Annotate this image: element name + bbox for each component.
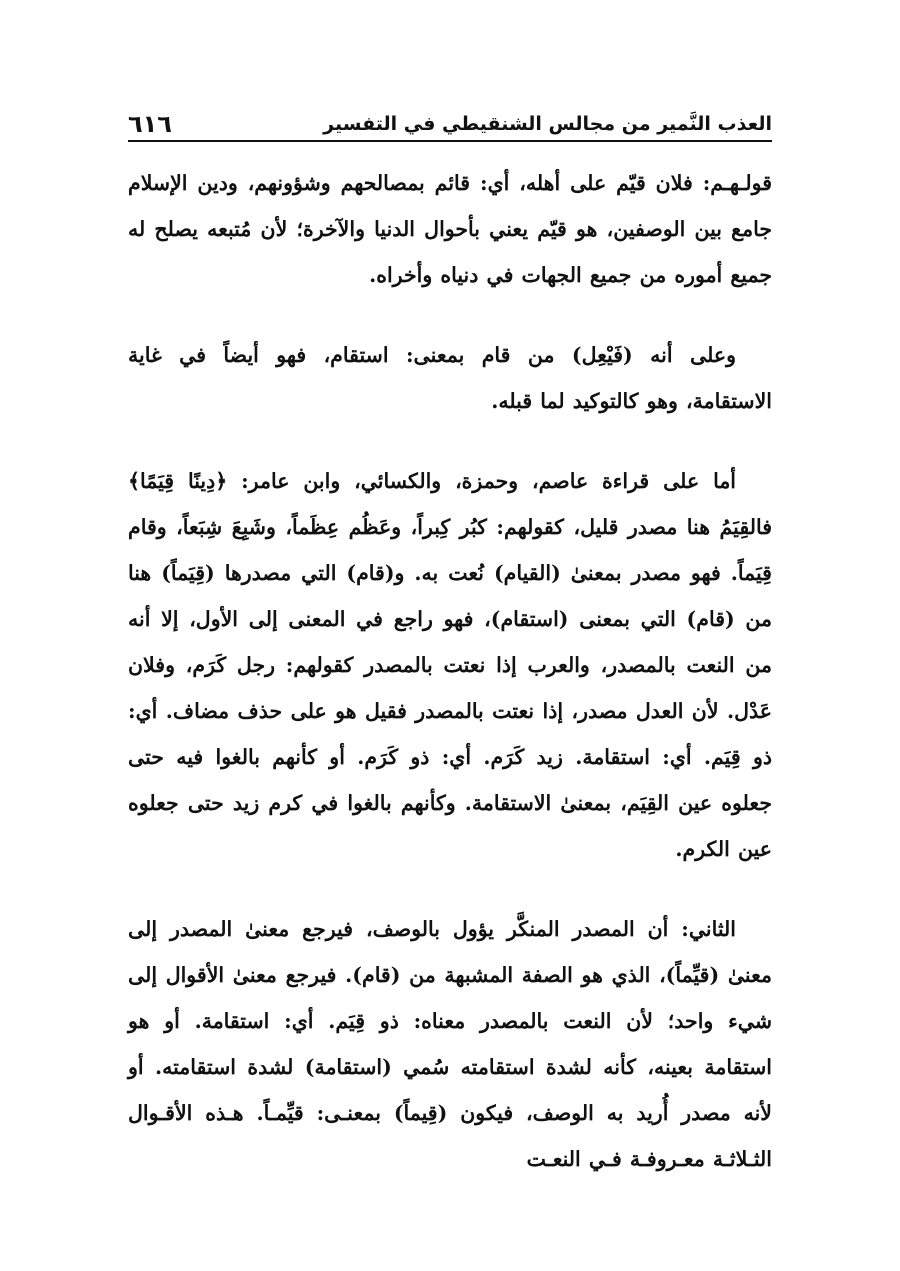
header-divider: [128, 140, 772, 142]
paragraph-1: قولـهـم: فلان قيّم على أهله، أي: قائم بمصالحهم وشؤونهم، ودين الإسلام جامع بين الوصفين، هو قيّم يعني بأحوال الدنيا والآخرة؛ لأن مُتبعه يصلح له جميع أموره من جميع الجهات في دنياه وأخراه.: [128, 171, 772, 287]
body-text: [128, 160, 772, 1216]
page-number: ٦١٦: [128, 110, 172, 138]
paragraph-4: الثاني: أن المصدر المنكَّر يؤول بالوصف، فيرجع معنىٰ المصدر إلى معنىٰ (قيِّماً)، الذي هو الصفة المشبهة من (قام). فيرجع معنىٰ الأقوال إلى شيء واحد؛ لأن النعت بالمصدر معناه: ذو قِيَم. أي: استقامة. أو هو استقامة بعينه، كأنه لشدة استقامته سُمي (استقامة) لشدة استقامته. أو لأنه مصدر أُريد به الوصف، فيكون (قِيماً) بمعنـى: قيِّمـاً. هـذه الأقـوال الثـلاثـة معـروفـة فـي النعـت: [128, 917, 772, 1171]
running-header: [128, 104, 772, 138]
running-title: العذب النَّمير من مجالس الشنقيطي في التفسير: [323, 113, 772, 135]
paragraph-3: أما على قراءة عاصم، وحمزة، والكسائي، وابن عامر: ﴿دِينًا قِيَمًا﴾ فالقِيَمُ هنا مصدر قليل، كقولهم: كبُر كِبراً، وعَظُم عِظَماً، وشَبِعَ شِبَعاً، وقام قِيَماً. فهو مصدر بمعنىٰ (القيام) نُعت به. و(قام) التي مصدرها (قِيَماً) هنا من (قام) التي بمعنى (استقام)، فهو راجع في المعنى إلى الأول، إلا أنه من النعت بالمصدر، والعرب إذا نعتت بالمصدر كقولهم: رجل كَرَم، وفلان عَدْل. لأن العدل مصدر، إذا نعتت بالمصدر فقيل هو على حذف مضاف. أي: ذو قِيَم. أي: استقامة. زيد كَرَم. أي: ذو كَرَم. أو كأنهم بالغوا فيه حتى جعلوه عين القِيَم، بمعنىٰ الاستقامة. وكأنهم بالغوا في كرم زيد حتى جعلوه عين الكرم.: [128, 469, 772, 861]
paragraph-2: وعلى أنه (فَيْعِل) من قام بمعنى: استقام، فهو أيضاً في غاية الاستقامة، وهو كالتوكيد لما قبله.: [128, 343, 772, 413]
